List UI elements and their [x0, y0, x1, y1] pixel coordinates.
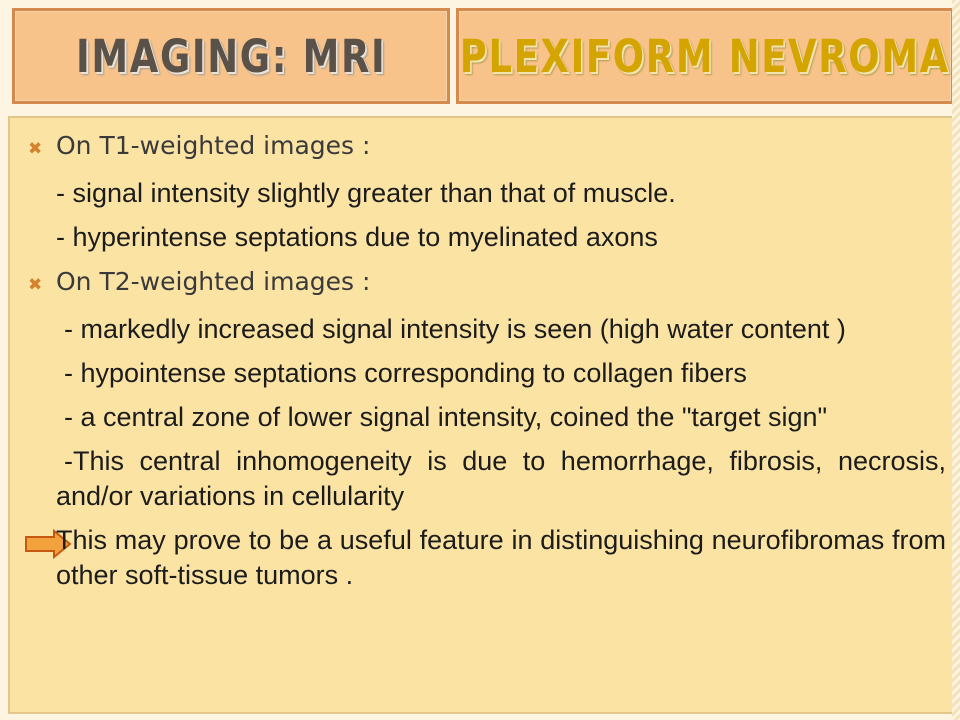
x-bullet-icon: ✖ [28, 275, 43, 295]
conclusion-row [28, 523, 946, 593]
t2-item-2: - hypointense septations corresponding to collagen fibers [64, 358, 747, 388]
content-box [8, 116, 956, 714]
t2-item-4: -This central inhomogeneity is due to hemorrhage, fibrosis, necrosis, and/or variations in cellularity [56, 446, 946, 511]
x-bullet-icon: ✖ [28, 139, 43, 159]
t2-item-1: - markedly increased signal intensity is seen (high water content ) [64, 314, 846, 344]
t2-item-3: - a central zone of lower signal intensity, coined the "target sign" [64, 402, 828, 432]
t1-item-2: - hyperintense septations due to myelinated axons [56, 222, 658, 252]
slide-title: IMAGING: MRI [75, 29, 387, 83]
title-box-right [456, 8, 954, 104]
conclusion-text: This may prove to be a useful feature in distinguishing neurofibromas from other soft-tissue tumors . [56, 525, 946, 590]
t2-heading-row [28, 264, 946, 303]
t1-heading-row [28, 128, 946, 167]
title-box-left [12, 8, 450, 104]
t1-item-1: - signal intensity slightly greater than that of muscle. [56, 178, 676, 208]
t1-heading: On T1-weighted images : [56, 131, 371, 160]
slide-subtitle: PLEXIFORM NEVROMA [459, 29, 951, 83]
t2-heading: On T2-weighted images : [56, 267, 371, 296]
